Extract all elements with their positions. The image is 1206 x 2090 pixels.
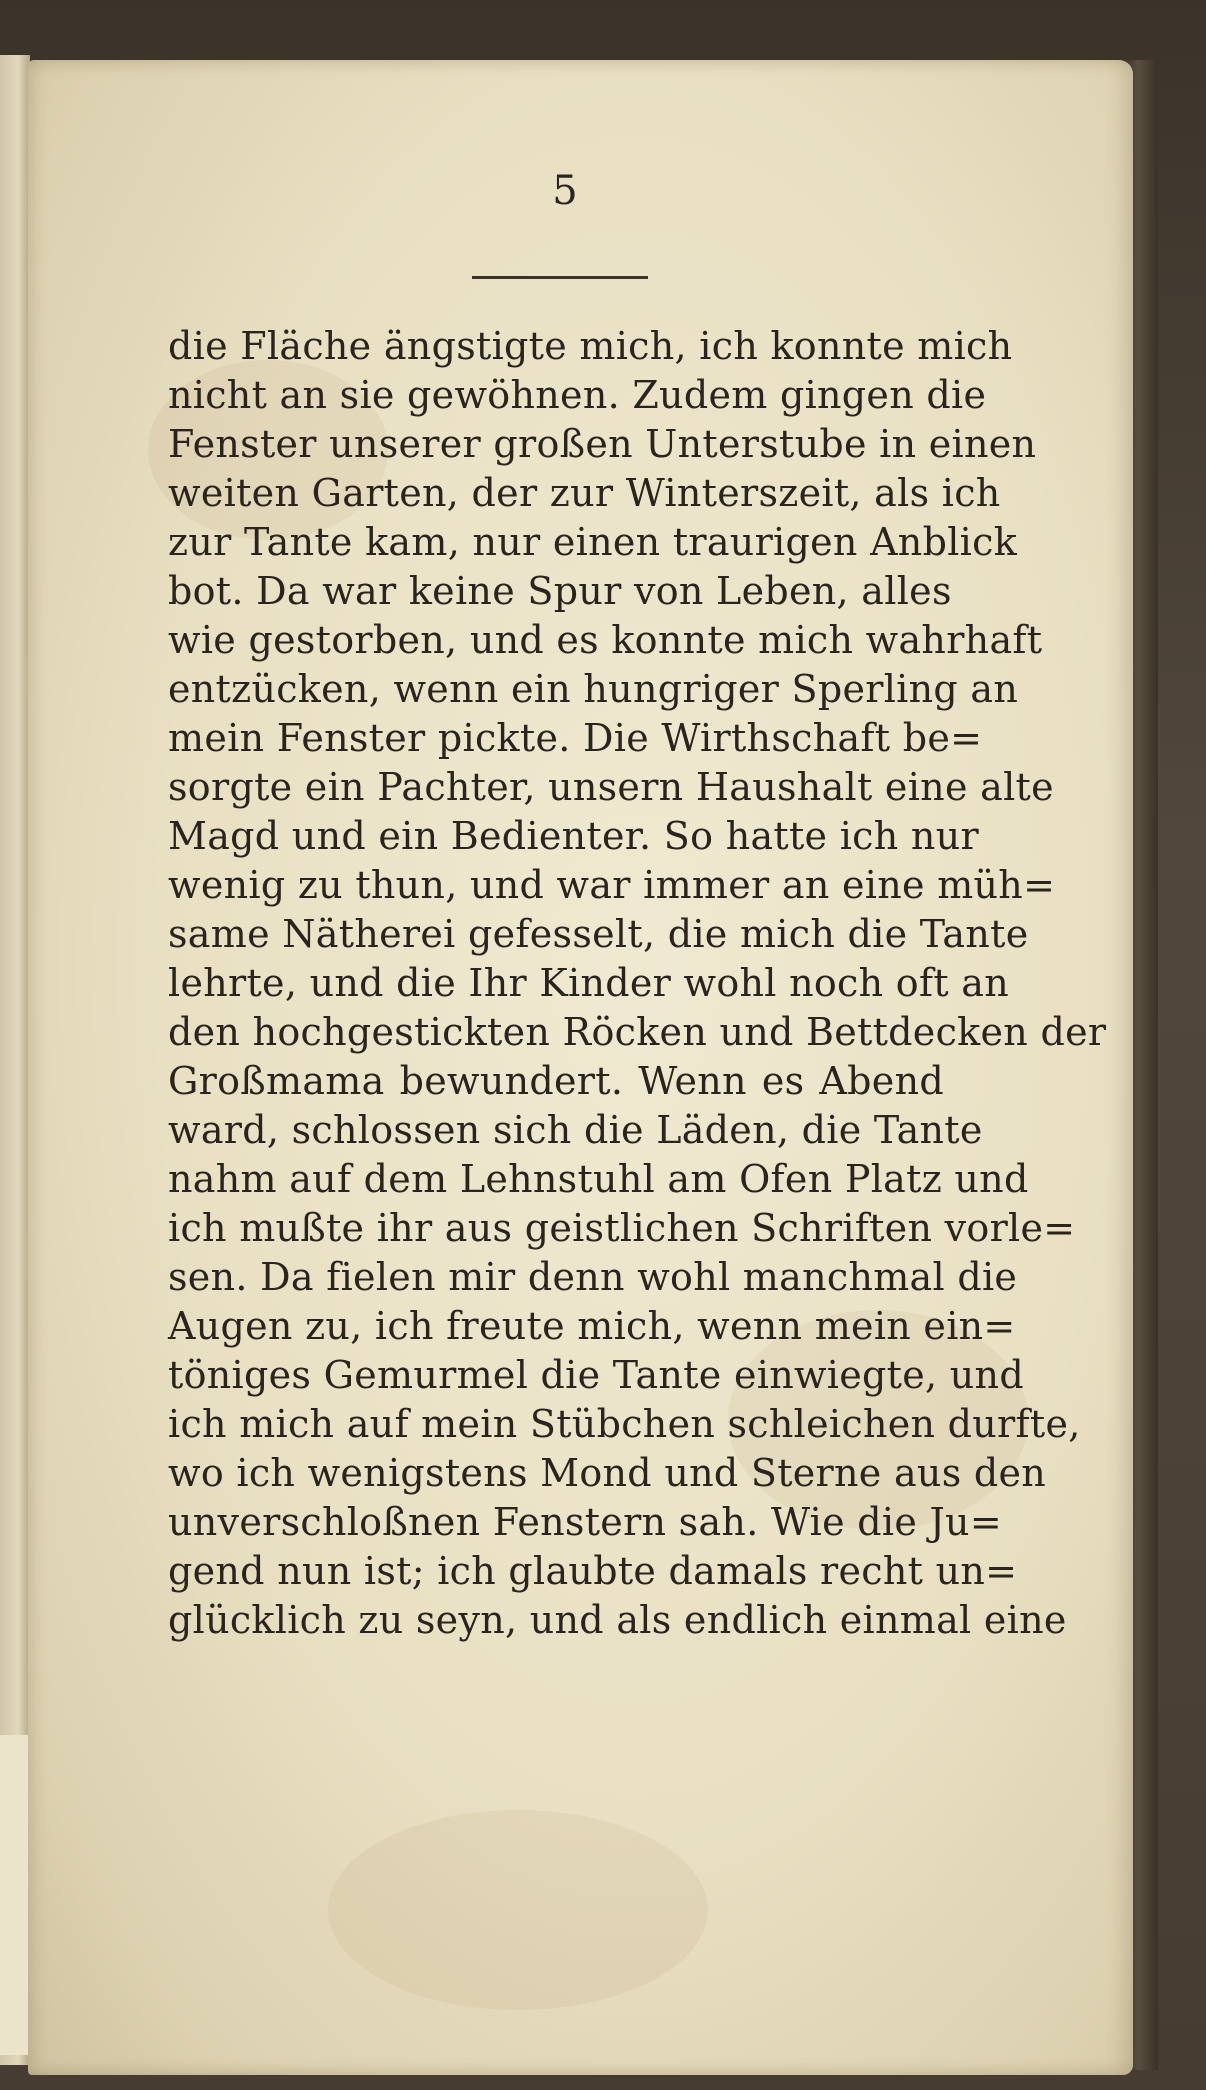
text-line: entzücken, wenn ein hungriger Sperling an [168,667,1019,711]
text-line: weiten Garten, der zur Winterszeit, als ich [168,471,1001,515]
text-line: ich mußte ihr aus geistlichen Schriften vorle= [168,1206,1076,1250]
text-line: mein Fenster pickte. Die Wirthschaft be= [168,716,983,760]
text-line: die Fläche ängstigte mich, ich konnte mich [168,324,1013,368]
text-line: unverschloßnen Fenstern sah. Wie die Ju= [168,1500,1002,1544]
text-line: ich mich auf mein Stübchen schleichen durfte, [168,1402,1081,1446]
text-line: same Nätherei gefesselt, die mich die Tante [168,912,1029,956]
text-line: lehrte, und die Ihr Kinder wohl noch oft an [168,961,1010,1005]
left-page-edge [0,55,30,2065]
text-line: den hochgestickten Röcken und Bettdecken der [168,1010,1107,1054]
text-line: wo ich wenigstens Mond und Sterne aus den [168,1451,1047,1495]
text-line: zur Tante kam, nur einen traurigen Anblick [168,520,1018,564]
page-number: 5 [552,168,578,214]
text-line: Großmama bewundert. Wenn es Abend [168,1059,944,1103]
text-line: sen. Da fielen mir denn wohl manchmal die [168,1255,1018,1299]
paper-stain [328,1810,708,2010]
text-line: bot. Da war keine Spur von Leben, alles [168,569,952,613]
text-line: gend nun ist; ich glaubte damals recht un= [168,1549,1018,1593]
text-line: nicht an sie gewöhnen. Zudem gingen die [168,373,987,417]
text-line: ward, schlossen sich die Läden, die Tante [168,1108,983,1152]
left-edge-paper-tab [0,1735,28,2055]
text-line: nahm auf dem Lehnstuhl am Ofen Platz und [168,1157,1029,1201]
text-line: Magd und ein Bedienter. So hatte ich nur [168,814,979,858]
header-rule [472,276,648,279]
text-line: wenig zu thun, und war immer an eine müh= [168,863,1056,907]
body-text [168,322,1107,1645]
text-line: töniges Gemurmel die Tante einwiegte, und [168,1353,1024,1397]
text-line: Augen zu, ich freute mich, wenn mein ein= [168,1304,1016,1348]
text-line: wie gestorben, und es konnte mich wahrhaft [168,618,1043,662]
text-line: glücklich zu seyn, und als endlich einmal eine [168,1598,1067,1642]
text-line: sorgte ein Pachter, unsern Haushalt eine alte [168,765,1054,809]
text-line: Fenster unserer großen Unterstube in einen [168,422,1037,466]
